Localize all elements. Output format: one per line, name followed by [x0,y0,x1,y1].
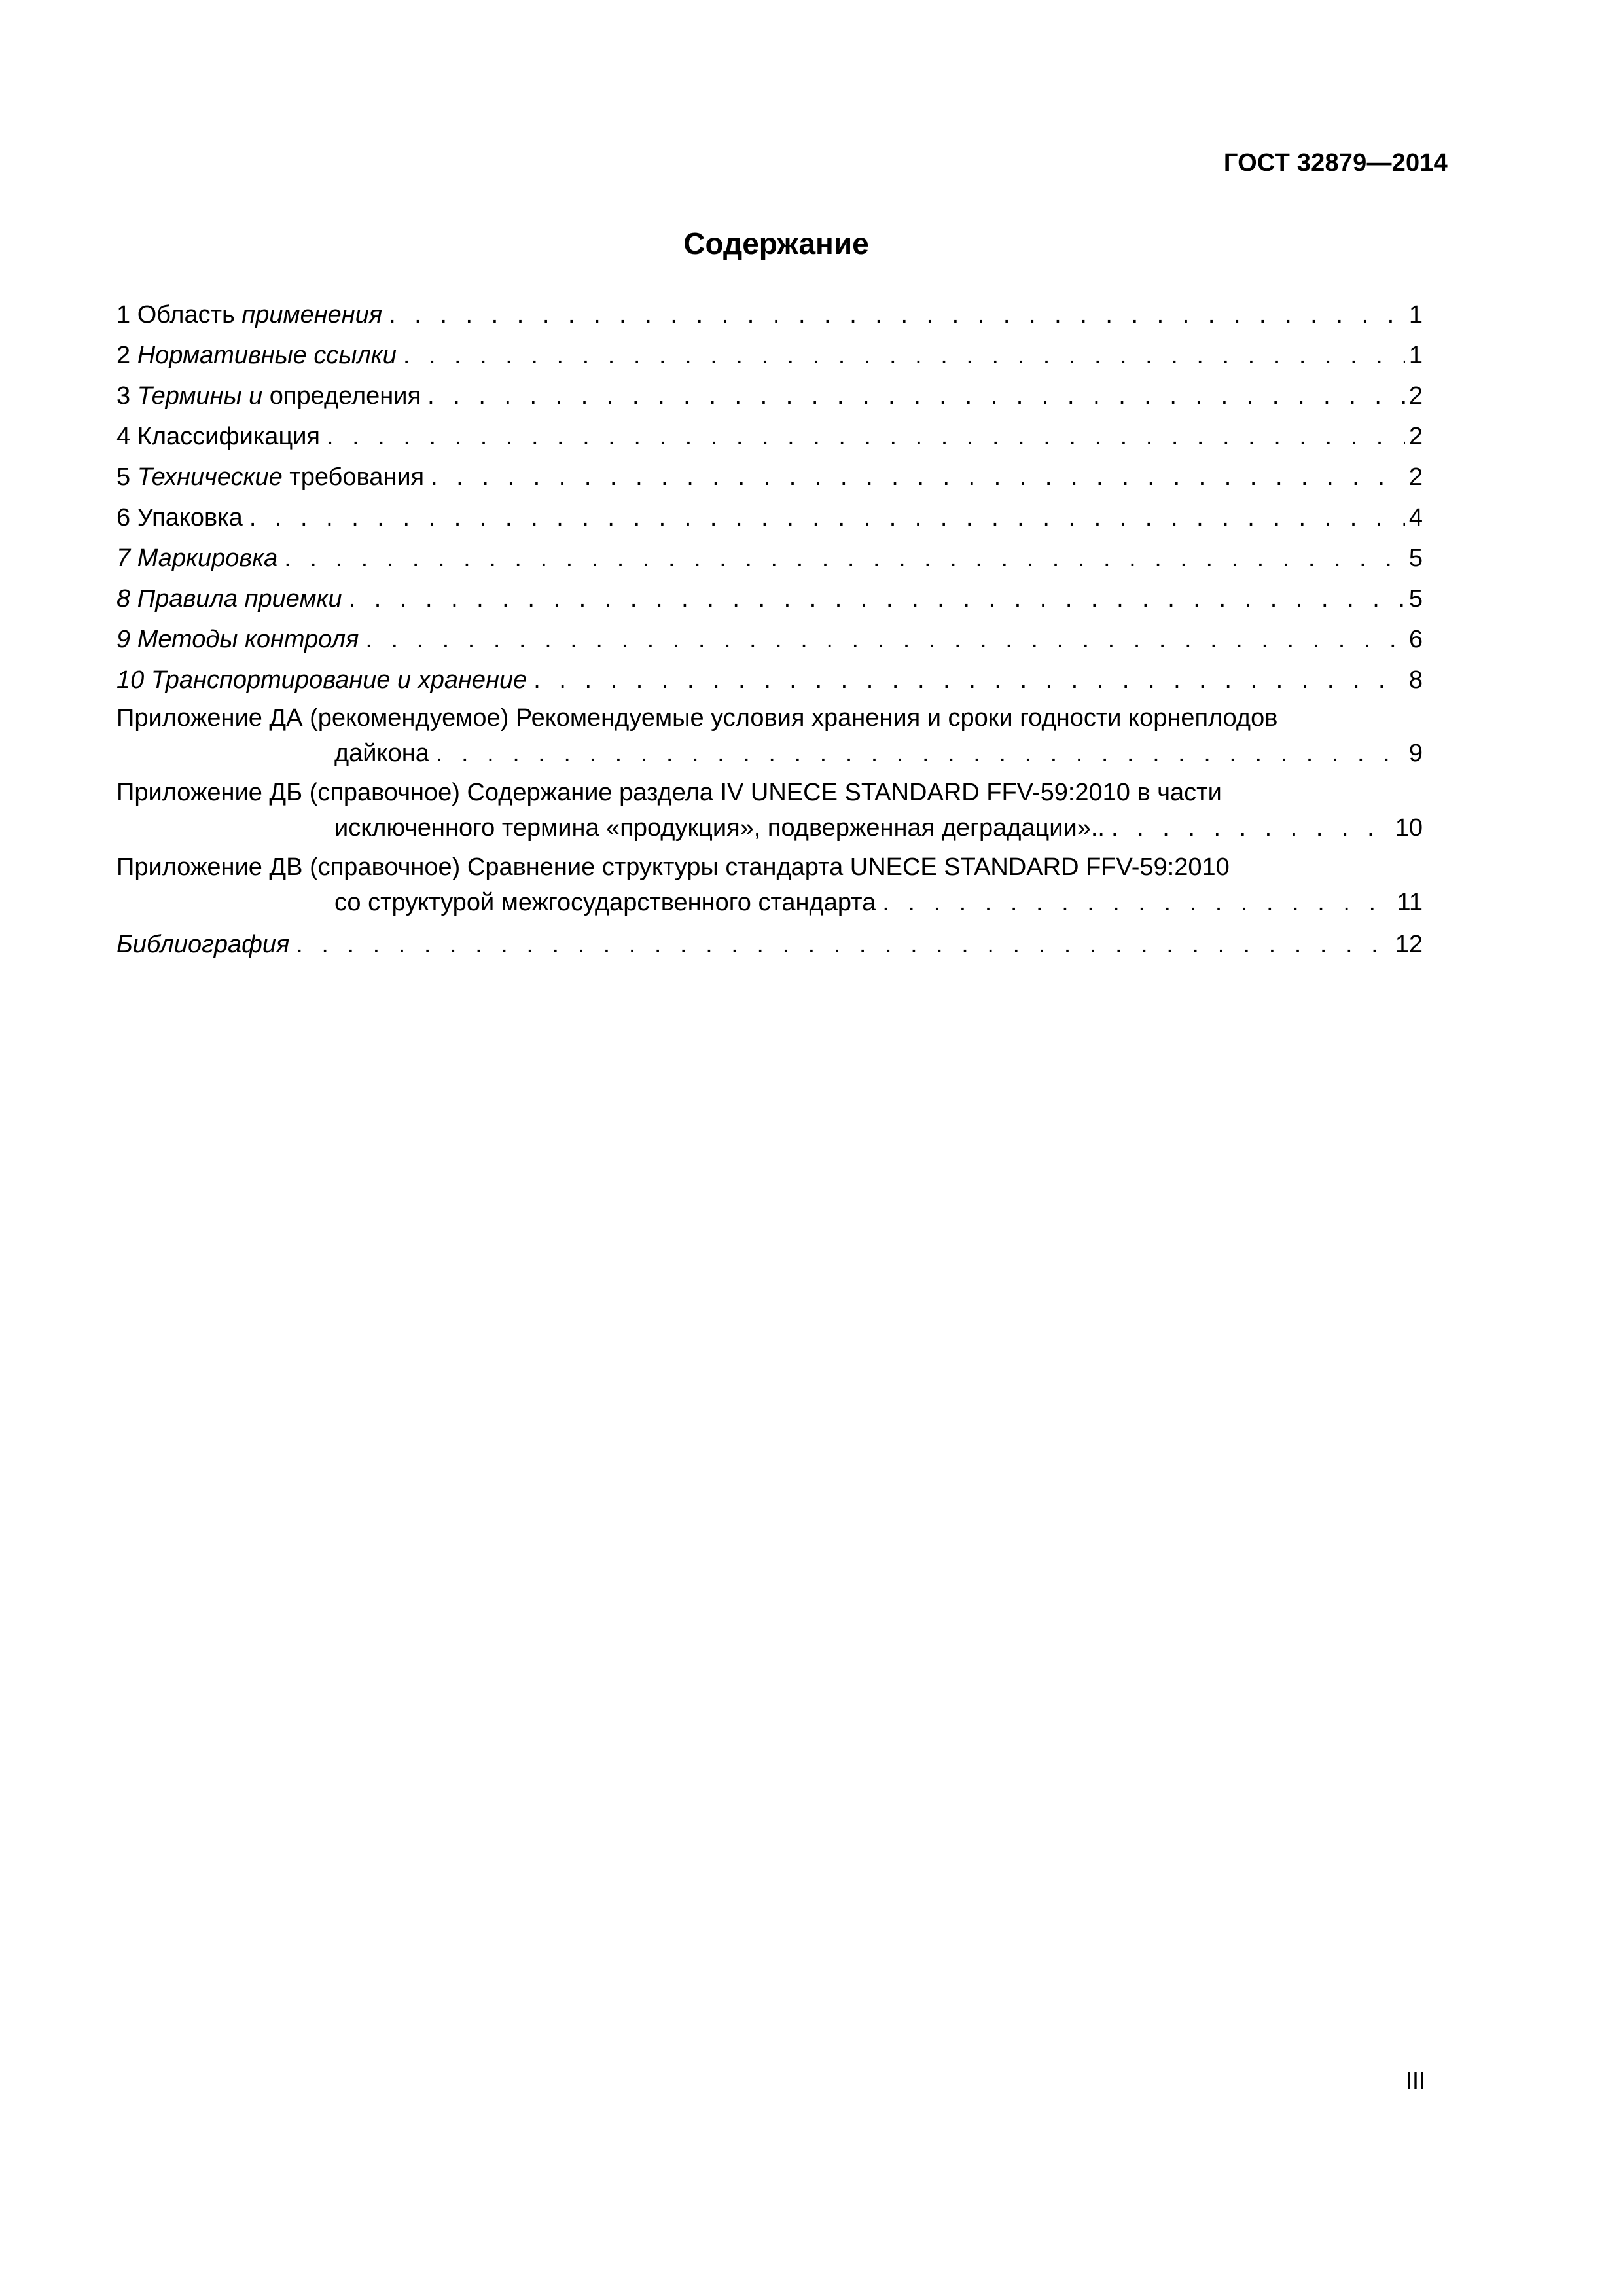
dot-leader [431,457,1405,497]
toc-entry-text: Нормативные ссылки [137,342,397,369]
toc-entry-4[interactable] [116,416,1423,457]
toc-page-number: 4 [1408,504,1423,531]
table-of-contents [116,295,1423,965]
toc-entry-7[interactable] [116,538,1423,579]
toc-entry-text: исключенного термина «продукция», подверженная деградации».. [334,814,1105,842]
toc-page-number: 2 [1408,382,1423,410]
dot-leader [327,416,1405,457]
toc-entry-text: 7 Маркировка [116,545,278,572]
toc-entry-1[interactable] [116,295,1423,335]
toc-entry-text: требования [282,463,425,491]
toc-page-number: 5 [1408,585,1423,613]
toc-entry-text: Приложение ДБ (справочное) Содержание раздела IV UNECE STANDARD FFV-59:2010 в части [116,779,1222,806]
toc-entry-text: Библиография [116,931,290,958]
toc-entry-5[interactable] [116,457,1423,497]
toc-bibliography[interactable] [116,924,1423,965]
toc-entry-10[interactable] [116,660,1423,700]
dot-leader [427,376,1405,416]
toc-entry-text: 1 Область [116,301,242,329]
toc-entry-text: Технические [137,463,283,491]
toc-entry-text: 9 Методы контроля [116,626,359,653]
toc-page-number: 10 [1395,814,1423,842]
dot-leader [882,885,1393,920]
toc-entry-text: 5 [116,463,137,491]
dot-leader [296,924,1391,965]
dot-leader [1111,810,1391,846]
toc-page-number: 12 [1395,931,1423,958]
toc-page-number: 11 [1397,889,1423,916]
toc-entry-text: 2 [116,342,137,369]
toc-page-number: 6 [1408,626,1423,653]
toc-entry-text: 6 Упаковка [116,504,243,531]
dot-leader [249,497,1405,538]
toc-title: Содержание [683,226,869,260]
toc-page-number: 2 [1408,423,1423,450]
toc-entry-text: Приложение ДВ (справочное) Сравнение структуры стандарта UNECE STANDARD FFV-59:2010 [116,853,1230,881]
dot-leader [403,335,1405,376]
dot-leader [365,619,1405,660]
page-number: III [1405,2067,1425,2094]
toc-entry-text: 8 Правила приемки [116,585,342,613]
toc-page-number: 2 [1408,463,1423,491]
toc-entry-text: Термины и [137,382,263,410]
toc-page-number: 9 [1408,740,1423,767]
toc-entry-text: 4 Классификация [116,423,321,450]
toc-appendix-da[interactable] [116,700,1423,771]
toc-entry-text: со структурой межгосударственного стандарта [334,889,876,916]
toc-entry-2[interactable] [116,335,1423,376]
toc-page-number: 1 [1408,342,1423,369]
dot-leader [349,579,1405,619]
toc-page-number: 8 [1408,666,1423,694]
toc-entry-3[interactable] [116,376,1423,416]
toc-page-number: 5 [1408,545,1423,572]
toc-entry-9[interactable] [116,619,1423,660]
toc-entry-text: дайкона [334,740,429,767]
toc-entry-text: применения [241,301,383,329]
toc-entry-text: 3 [116,382,137,410]
standard-designation: ГОСТ 32879—2014 [1223,149,1448,177]
toc-page-number: 1 [1408,301,1423,329]
toc-appendix-db[interactable] [116,775,1423,846]
toc-entry-text: определения [262,382,421,410]
toc-entry-text: Приложение ДА (рекомендуемое) Рекомендуемые условия хранения и сроки годности корнеплодов [116,704,1278,732]
dot-leader [284,538,1405,579]
dot-leader [533,660,1405,700]
toc-entry-8[interactable] [116,579,1423,619]
toc-entry-6[interactable] [116,497,1423,538]
toc-appendix-dv[interactable] [116,850,1423,920]
dot-leader [436,736,1405,771]
toc-entry-text: 10 Транспортирование и хранение [116,666,527,694]
dot-leader [389,295,1405,335]
